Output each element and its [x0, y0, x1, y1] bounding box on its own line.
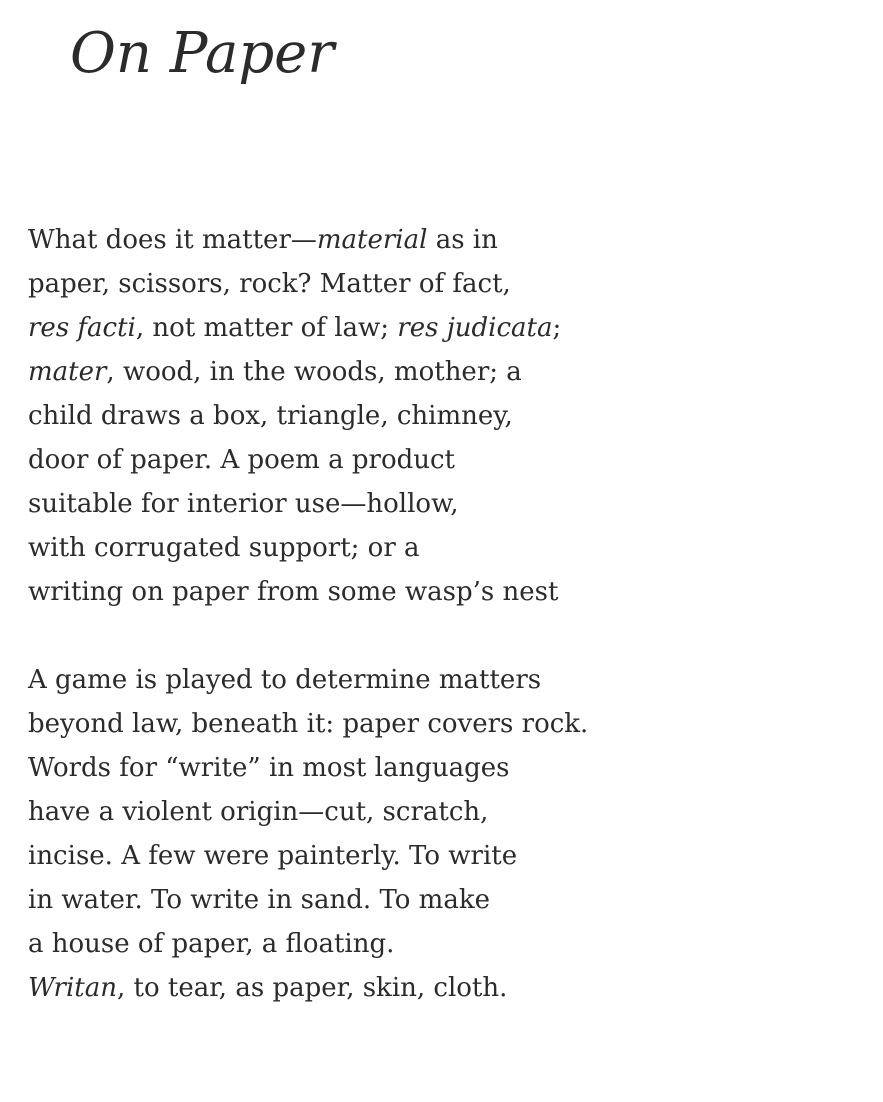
line-text: , to tear, as paper, skin, cloth.: [117, 973, 508, 1003]
poem-line: [28, 878, 848, 922]
poem-line: [28, 570, 848, 614]
poem-body: [28, 218, 848, 1010]
line-text: have a violent origin—cut, scratch,: [28, 797, 489, 827]
italic-phrase: Writan: [28, 973, 117, 1003]
poem-line: [28, 438, 848, 482]
poem-line: [28, 262, 848, 306]
poem-line: [28, 482, 848, 526]
line-text: , wood, in the woods, mother; a: [106, 357, 522, 387]
poem-title: On Paper: [70, 21, 335, 86]
poem-stanza: [28, 658, 848, 1010]
line-text: suitable for interior use—hollow,: [28, 489, 459, 519]
line-text: paper, scissors, rock? Matter of fact,: [28, 269, 511, 299]
italic-phrase: material: [316, 225, 428, 255]
poem-line: [28, 834, 848, 878]
poem-line: [28, 350, 848, 394]
poem-line: [28, 306, 848, 350]
line-text: child draws a box, triangle, chimney,: [28, 401, 513, 431]
line-text: as in: [427, 225, 498, 255]
poem-line: [28, 526, 848, 570]
line-text: , not matter of law;: [135, 313, 398, 343]
italic-phrase: res judicata: [397, 313, 553, 343]
poem-line: [28, 394, 848, 438]
line-text: A game is played to determine matters: [28, 665, 542, 695]
poem-line: [28, 218, 848, 262]
italic-phrase: res facti: [28, 313, 136, 343]
line-text: writing on paper from some wasp’s nest: [28, 577, 559, 607]
line-text: ;: [552, 313, 562, 343]
line-text: beyond law, beneath it: paper covers rock.: [28, 709, 589, 739]
line-text: incise. A few were painterly. To write: [28, 841, 518, 871]
line-text: in water. To write in sand. To make: [28, 885, 490, 915]
line-text: door of paper. A poem a product: [28, 445, 455, 475]
italic-phrase: mater: [28, 357, 107, 387]
poem-stanza: [28, 218, 848, 614]
poem-line: [28, 922, 848, 966]
poem-line: [28, 702, 848, 746]
poem-line: [28, 966, 848, 1010]
line-text: a house of paper, a floating.: [28, 929, 395, 959]
line-text: What does it matter—: [28, 225, 317, 255]
poem-line: [28, 658, 848, 702]
line-text: Words for “write” in most languages: [28, 753, 510, 783]
poem-line: [28, 790, 848, 834]
poem-line: [28, 746, 848, 790]
line-text: with corrugated support; or a: [28, 533, 420, 563]
